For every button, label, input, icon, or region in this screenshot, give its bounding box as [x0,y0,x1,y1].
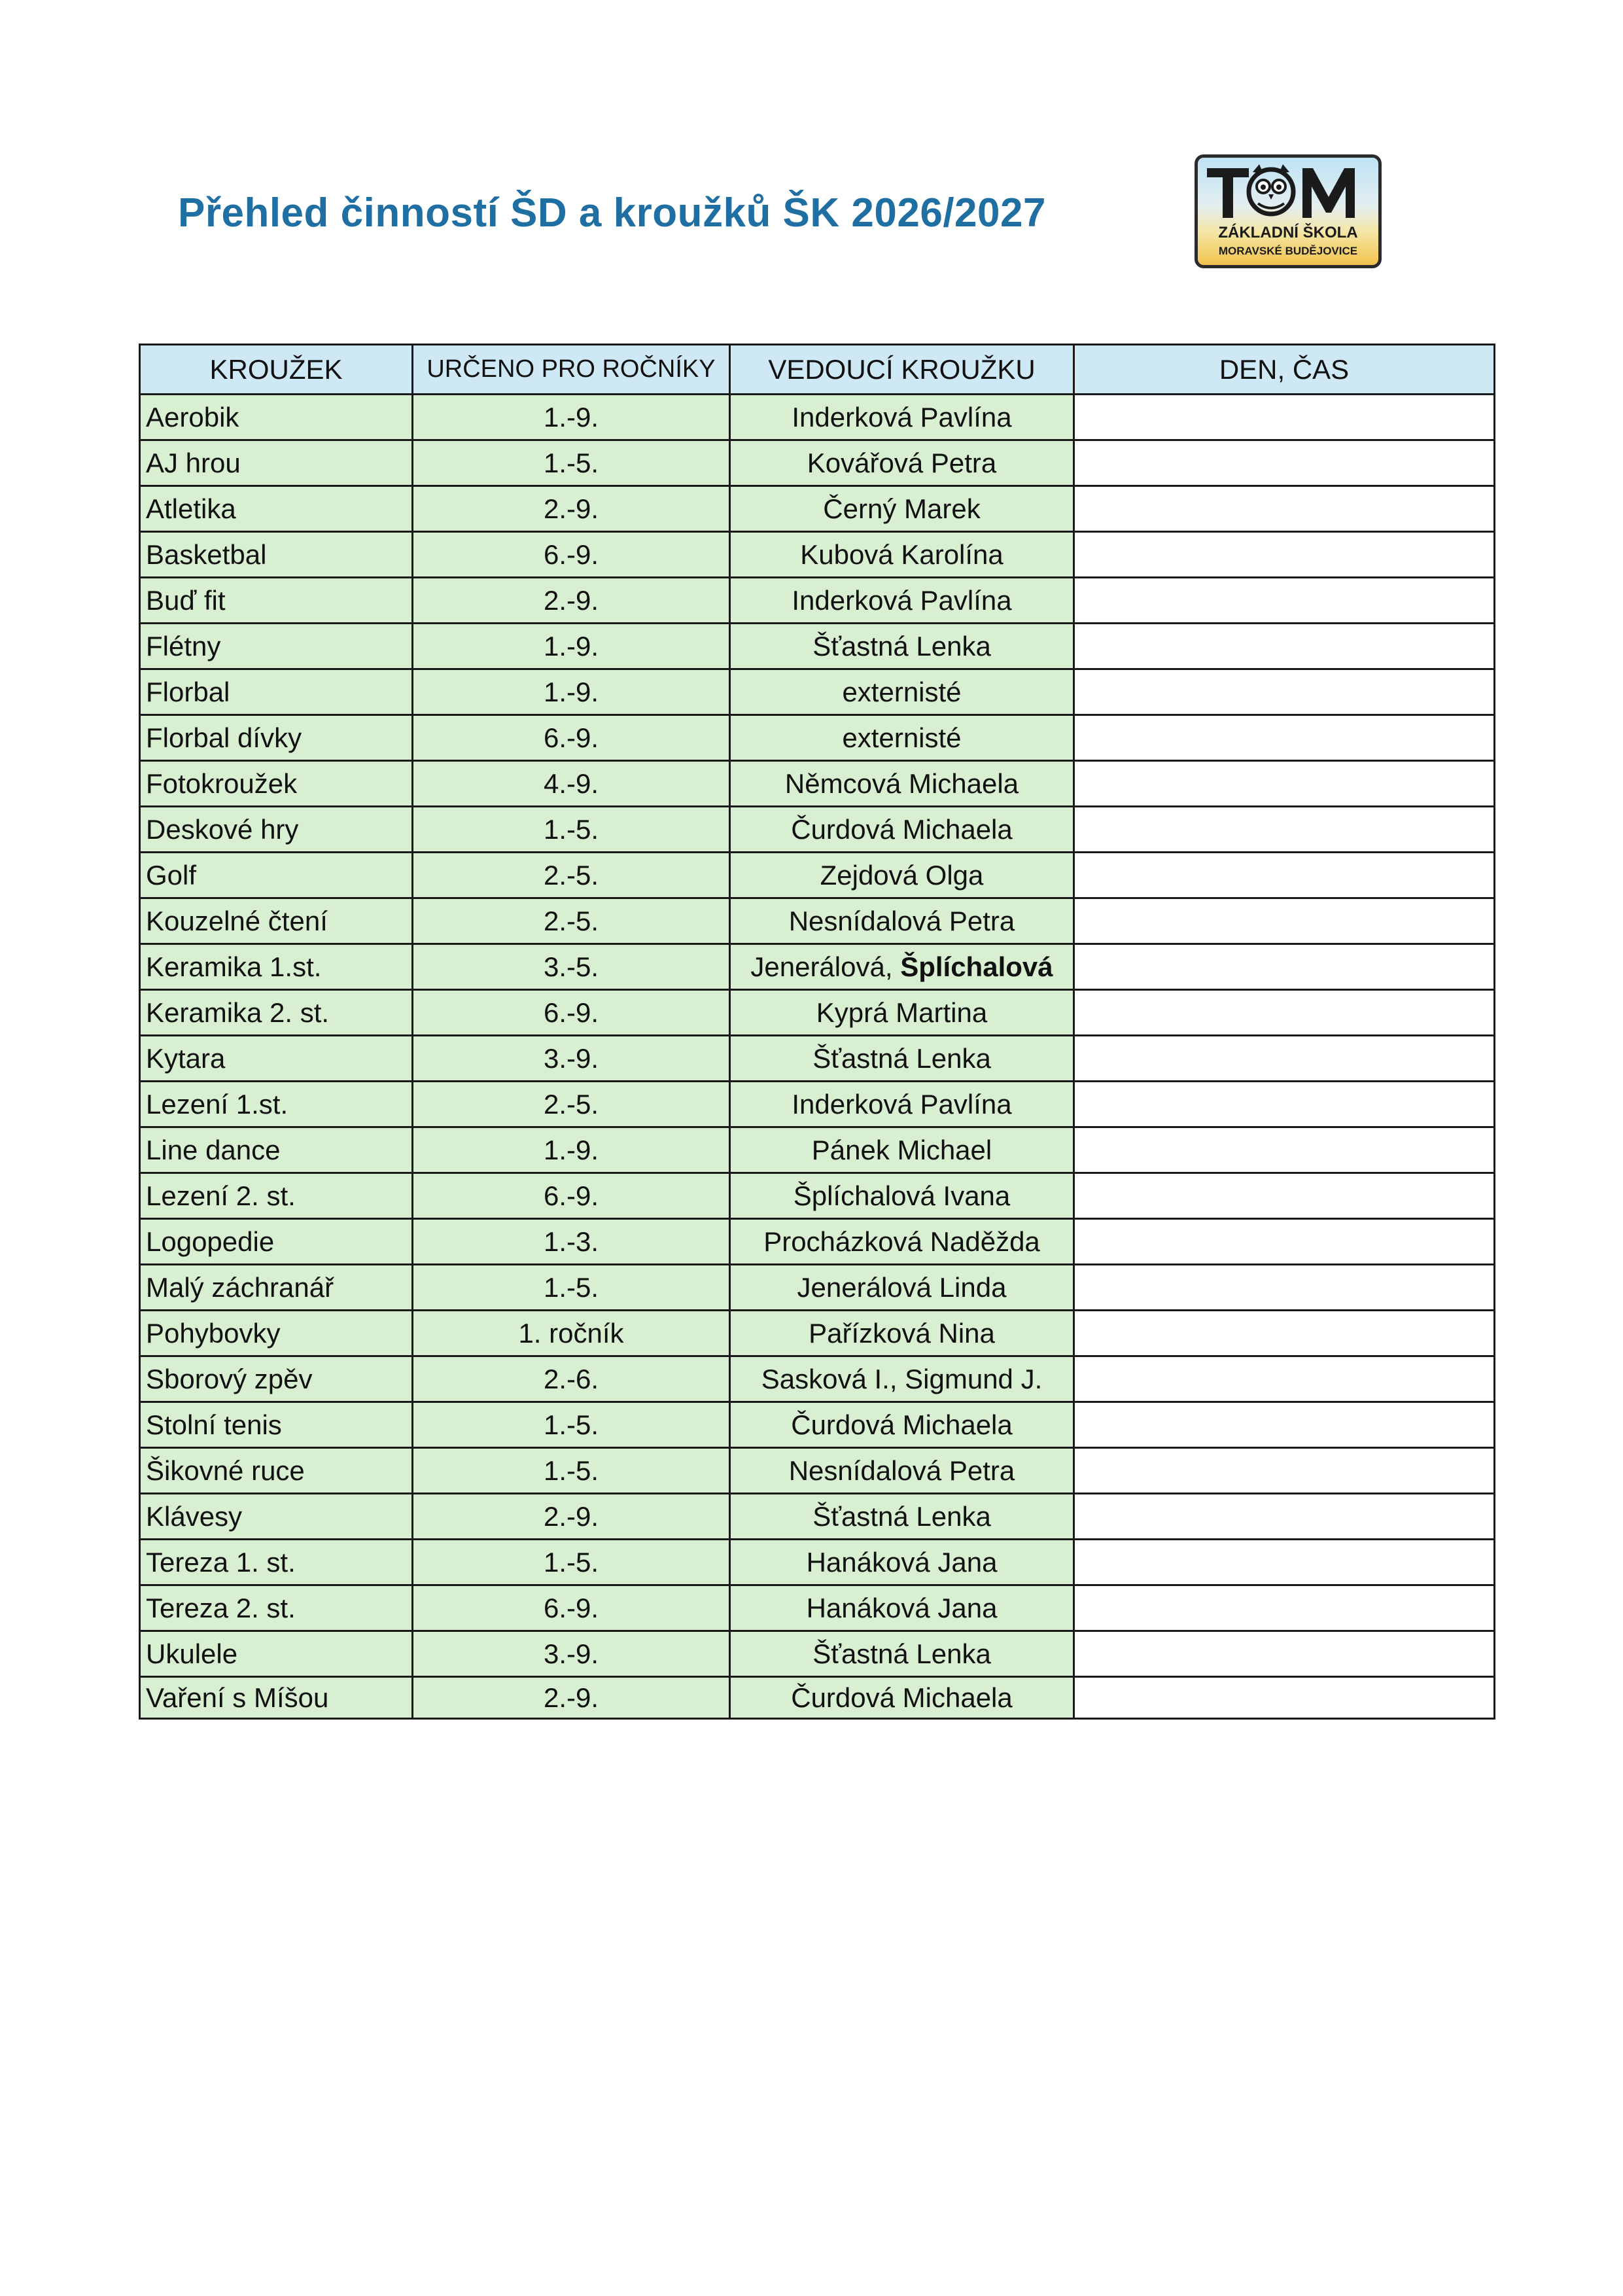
grades-cell: 1.-9. [413,1127,730,1173]
leader-cell [730,1448,1074,1494]
grades-cell: 1.-3. [413,1219,730,1265]
table-row [140,395,1495,440]
table-row [140,578,1495,624]
grades-cell: 2.-5. [413,898,730,944]
grades-cell: 1.-5. [413,440,730,486]
logo-line-2: MORAVSKÉ BUDĚJOVICE [1218,245,1358,257]
club-name-cell: Šikovné ruce [140,1448,413,1494]
leader-cell [730,1677,1074,1719]
table-row [140,1219,1495,1265]
leader-cell [730,1402,1074,1448]
grades-cell: 6.-9. [413,715,730,761]
grades-cell: 2.-6. [413,1356,730,1402]
club-name-cell: Vaření s Míšou [140,1677,413,1719]
table-row [140,1265,1495,1311]
club-name-cell: Klávesy [140,1494,413,1540]
leader-cell [730,532,1074,578]
day-time-cell [1074,1265,1495,1311]
header-leader: VEDOUCÍ KROUŽKU [730,345,1074,395]
leader-text: Inderková Pavlína [792,584,1012,616]
table-row [140,1540,1495,1585]
leader-text: Hanáková Jana [806,1592,998,1623]
leader-cell [730,1265,1074,1311]
leader-text: Hanáková Jana [806,1546,998,1578]
leader-cell [730,395,1074,440]
grades-cell: 6.-9. [413,990,730,1036]
leader-text: Jenerálová, [750,951,901,982]
table-row [140,715,1495,761]
leader-cell [730,578,1074,624]
club-name-cell: Lezení 2. st. [140,1173,413,1219]
day-time-cell [1074,1311,1495,1356]
day-time-cell [1074,1448,1495,1494]
logo-line-1: ZÁKLADNÍ ŠKOLA [1218,224,1358,241]
leader-text: Šťastná Lenka [812,1500,991,1532]
leader-cell [730,1585,1074,1631]
day-time-cell [1074,578,1495,624]
leader-text: Čurdová Michaela [791,1682,1013,1713]
club-name-cell: Flétny [140,624,413,669]
day-time-cell [1074,1540,1495,1585]
day-time-cell [1074,1356,1495,1402]
header-grades: URČENO PRO ROČNÍKY [413,345,730,395]
day-time-cell [1074,1585,1495,1631]
grades-cell: 2.-9. [413,1494,730,1540]
club-name-cell: Sborový zpěv [140,1356,413,1402]
club-name-cell: Florbal dívky [140,715,413,761]
day-time-cell [1074,715,1495,761]
club-name-cell: Fotokroužek [140,761,413,807]
leader-cell [730,715,1074,761]
club-name-cell: Tereza 1. st. [140,1540,413,1585]
club-name-cell: AJ hrou [140,440,413,486]
leader-text: Jenerálová Linda [797,1271,1007,1303]
leader-text: externisté [842,722,962,753]
leader-text: Šťastná Lenka [812,1042,991,1074]
day-time-cell [1074,1219,1495,1265]
day-time-cell [1074,1402,1495,1448]
day-time-cell [1074,1494,1495,1540]
day-time-cell [1074,944,1495,990]
day-time-cell [1074,807,1495,853]
leader-cell [730,1540,1074,1585]
leader-cell [730,1127,1074,1173]
grades-cell: 1.-5. [413,1448,730,1494]
grades-cell: 2.-5. [413,1082,730,1127]
leader-text-bold: Šplíchalová [900,951,1053,982]
leader-cell [730,669,1074,715]
grades-cell: 2.-5. [413,853,730,898]
table-row [140,853,1495,898]
club-name-cell: Logopedie [140,1219,413,1265]
leader-text: Inderková Pavlína [792,1088,1012,1120]
grades-cell: 3.-9. [413,1631,730,1677]
grades-cell: 1.-9. [413,395,730,440]
table-row [140,1631,1495,1677]
grades-cell: 1.-9. [413,669,730,715]
day-time-cell [1074,898,1495,944]
header-day-time: DEN, ČAS [1074,345,1495,395]
leader-text: Pánek Michael [811,1134,992,1165]
table-row [140,1448,1495,1494]
club-name-cell: Lezení 1.st. [140,1082,413,1127]
leader-cell [730,1356,1074,1402]
leader-text: Šplíchalová Ivana [793,1180,1011,1211]
day-time-cell [1074,1173,1495,1219]
grades-cell: 1.-5. [413,1540,730,1585]
club-name-cell: Ukulele [140,1631,413,1677]
leader-text: Šťastná Lenka [812,1638,991,1669]
table-row [140,440,1495,486]
table-row [140,944,1495,990]
club-name-cell: Atletika [140,486,413,532]
leader-text: Nesnídalová Petra [788,905,1015,936]
leader-text: Kubová Karolína [800,539,1003,570]
day-time-cell [1074,486,1495,532]
table-row [140,532,1495,578]
club-name-cell: Buď fit [140,578,413,624]
club-name-cell: Line dance [140,1127,413,1173]
leader-text: Kovářová Petra [807,447,997,478]
day-time-cell [1074,1127,1495,1173]
leader-cell [730,440,1074,486]
table-row [140,1677,1495,1719]
day-time-cell [1074,1082,1495,1127]
leader-text: Nesnídalová Petra [788,1455,1015,1486]
grades-cell: 3.-9. [413,1036,730,1082]
table-row [140,761,1495,807]
leader-text: Němcová Michaela [784,768,1019,799]
table-row [140,1585,1495,1631]
leader-cell [730,1219,1074,1265]
club-name-cell: Pohybovky [140,1311,413,1356]
day-time-cell [1074,990,1495,1036]
clubs-table [139,344,1495,1720]
table-row [140,1127,1495,1173]
day-time-cell [1074,532,1495,578]
leader-cell [730,898,1074,944]
day-time-cell [1074,395,1495,440]
table-row [140,898,1495,944]
leader-text: Šťastná Lenka [812,630,991,662]
day-time-cell [1074,761,1495,807]
club-name-cell: Deskové hry [140,807,413,853]
table-row [140,1494,1495,1540]
table-row [140,807,1495,853]
table-row [140,1356,1495,1402]
leader-cell [730,1173,1074,1219]
day-time-cell [1074,1631,1495,1677]
table-row [140,486,1495,532]
grades-cell: 2.-9. [413,578,730,624]
club-name-cell: Stolní tenis [140,1402,413,1448]
leader-cell [730,1494,1074,1540]
leader-cell [730,1082,1074,1127]
school-logo [1195,154,1382,268]
grades-cell: 1. ročník [413,1311,730,1356]
day-time-cell [1074,1036,1495,1082]
grades-cell: 1.-5. [413,1265,730,1311]
day-time-cell [1074,1677,1495,1719]
leader-cell [730,944,1074,990]
leader-text: Inderková Pavlína [792,401,1012,433]
leader-cell [730,624,1074,669]
day-time-cell [1074,440,1495,486]
day-time-cell [1074,669,1495,715]
table-row [140,669,1495,715]
grades-cell: 2.-9. [413,486,730,532]
leader-text: Pařízková Nina [809,1317,995,1349]
club-name-cell: Tereza 2. st. [140,1585,413,1631]
leader-cell [730,807,1074,853]
grades-cell: 4.-9. [413,761,730,807]
leader-cell [730,761,1074,807]
table-row [140,1311,1495,1356]
club-name-cell: Golf [140,853,413,898]
club-name-cell: Keramika 1.st. [140,944,413,990]
club-name-cell: Malý záchranář [140,1265,413,1311]
day-time-cell [1074,624,1495,669]
grades-cell: 6.-9. [413,1173,730,1219]
leader-text: Čurdová Michaela [791,813,1013,845]
club-name-cell: Aerobik [140,395,413,440]
leader-cell [730,1036,1074,1082]
table-header-row [140,345,1495,395]
club-name-cell: Florbal [140,669,413,715]
page-title: Přehled činností ŠD a kroužků ŠK 2026/2027 [178,190,1046,236]
leader-text: Čurdová Michaela [791,1409,1013,1440]
grades-cell: 1.-5. [413,1402,730,1448]
grades-cell: 2.-9. [413,1677,730,1719]
leader-text: Procházková Naděžda [763,1226,1040,1257]
leader-cell [730,853,1074,898]
leader-text: Zejdová Olga [820,859,984,891]
header-club: KROUŽEK [140,345,413,395]
table-row [140,1173,1495,1219]
leader-text: Sasková I., Sigmund J. [761,1363,1043,1394]
table-row [140,1082,1495,1127]
grades-cell: 6.-9. [413,532,730,578]
leader-text: externisté [842,676,962,707]
grades-cell: 1.-9. [413,624,730,669]
table-row [140,990,1495,1036]
club-name-cell: Basketbal [140,532,413,578]
leader-cell [730,486,1074,532]
club-name-cell: Kouzelné čtení [140,898,413,944]
leader-cell [730,990,1074,1036]
club-name-cell: Kytara [140,1036,413,1082]
leader-text: Kyprá Martina [816,997,988,1028]
leader-cell [730,1631,1074,1677]
leader-text: Černý Marek [823,493,981,524]
grades-cell: 3.-5. [413,944,730,990]
table-row [140,1402,1495,1448]
table-row [140,624,1495,669]
leader-cell [730,1311,1074,1356]
grades-cell: 1.-5. [413,807,730,853]
day-time-cell [1074,853,1495,898]
club-name-cell: Keramika 2. st. [140,990,413,1036]
grades-cell: 6.-9. [413,1585,730,1631]
table-row [140,1036,1495,1082]
